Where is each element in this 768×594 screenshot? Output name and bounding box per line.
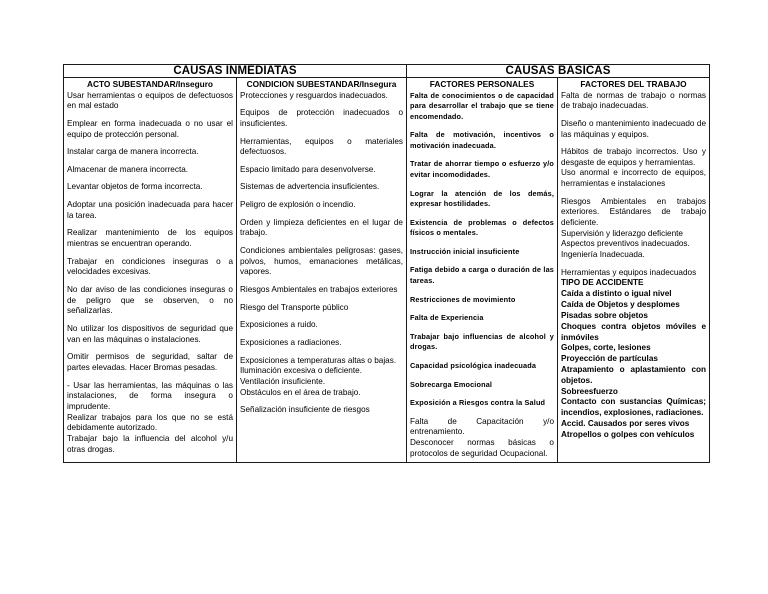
column-header-factores-personales: FACTORES PERSONALES — [429, 79, 535, 89]
list-item: Existencia de problemas o defectos físicos o mentales. — [410, 217, 554, 238]
list-item: Exposiciones a radiaciones. — [240, 338, 342, 348]
list-item: Condiciones ambientales peligrosas: gases, polvos, humos, emanaciones metálicas, vapores. — [240, 246, 403, 277]
list-item: Iluminación excesiva o deficiente. — [240, 366, 362, 376]
list-item: Desconocer normas básicas o protocolos de seguridad Ocupacional. — [410, 437, 554, 458]
list-item: Pisadas sobre objetos — [561, 310, 648, 320]
list-item: Sobreesfuerzo — [561, 386, 618, 396]
list-item: Instrucción inicial insuficiente — [410, 246, 520, 256]
list-item: Fatiga debido a carga o duración de las tareas. — [410, 265, 554, 286]
list-item: Omitir permisos de seguridad, saltar de partes elevadas. Hacer Bromas pesadas. — [67, 352, 233, 372]
list-item: Caída a distinto o igual nivel — [561, 289, 672, 299]
list-item: Golpes, corte, lesiones — [561, 343, 651, 353]
list-item: Tratar de ahorrar tiempo o esfuerzo y/o evitar incomodidades. — [410, 159, 554, 179]
list-item: Realizar trabajos para los que no se está debidamente autorizado. — [67, 412, 233, 433]
list-item: Falta de conocimientos o de capacidad para desarrollar el trabajo que se tiene encomendado. — [410, 90, 554, 121]
list-item: Señalización insuficiente de riesgos — [240, 405, 370, 415]
table-group-header-row — [64, 65, 710, 78]
list-item: Almacenar de manera incorrecta. — [67, 164, 189, 174]
group-header-causas-inmediatas: CAUSAS INMEDIATAS — [64, 65, 407, 78]
list-item: Trabajar bajo influencias de alcohol y drogas. — [410, 331, 554, 352]
column-header-factores-del-trabajo: FACTORES DEL TRABAJO — [580, 79, 687, 89]
list-item: Falta de Capacitación y/o entrenamiento. — [410, 416, 554, 437]
list-item: Emplear en forma inadecuada o no usar el equipo de protección personal. — [67, 118, 233, 139]
list-item: Espacio limitado para desenvolverse. — [240, 164, 376, 174]
list-item: Falta de motivación, incentivos o motivación inadecuada. — [410, 130, 554, 150]
list-item: Proyección de partículas — [561, 354, 658, 364]
column-factores-personales — [407, 78, 558, 463]
list-item: Contacto con sustancias Químicas; incendios, explosiones, radiaciones. — [561, 397, 707, 418]
list-item: Obstáculos en el área de trabajo. — [240, 387, 361, 397]
list-item: Ventilación insuficiente. — [240, 377, 326, 386]
list-item: Riesgos Ambientales en trabajos exteriores — [240, 285, 398, 295]
list-item: Sistemas de advertencia insuficientes. — [240, 182, 380, 192]
list-item: Atrapamiento o aplastamiento con objetos. — [561, 365, 707, 385]
factores-del-trabajo-list — [558, 91, 709, 444]
list-item: Lograr la atención de los demás, expresar hostilidades. — [410, 188, 554, 209]
column-factores-del-trabajo — [558, 78, 710, 463]
list-item: Exposición a Riesgos contra la Salud — [410, 398, 546, 408]
list-item: Exposiciones a ruido. — [240, 320, 318, 330]
list-item: Herramientas y equipos inadecuados — [561, 267, 697, 277]
list-item: Equipos de protección inadecuados o insuficientes. — [240, 108, 403, 128]
list-item: Instalar carga de manera incorrecta. — [67, 147, 199, 157]
list-item: Riesgo del Transporte público — [240, 302, 349, 312]
list-item: - Usar las herramientas, las máquinas o las instalaciones, de forma insegura o imprudente. — [67, 380, 233, 411]
list-item: Capacidad psicológica inadecuada — [410, 360, 537, 370]
table-body-row — [64, 78, 710, 463]
list-item: Trabajar en condiciones inseguras o a velocidades excesivas. — [67, 256, 233, 277]
list-item: Falta de Experiencia — [410, 313, 484, 323]
column-header-condicion-subestandar: CONDICION SUBESTANDAR/Insegura — [246, 79, 397, 89]
list-item: Choques contra objetos móviles e inmóviles — [561, 321, 707, 342]
tipo-de-accidente-heading: TIPO DE ACCIDENTE — [561, 278, 644, 288]
causas-accidentes-table — [63, 64, 710, 463]
list-item: Orden y limpieza deficientes en el lugar de trabajo. — [240, 217, 403, 238]
list-item: Usar herramientas o equipos de defectuosos en mal estado — [67, 90, 233, 111]
list-item: Levantar objetos de forma incorrecta. — [67, 182, 203, 192]
list-item: Uso anormal e incorrecto de equipos, herramientas e instalaciones — [561, 168, 707, 189]
list-item: Caída de Objetos y desplomes — [561, 300, 680, 310]
column-header-acto-subestandar: ACTO SUBESTANDAR/Inseguro — [87, 79, 213, 89]
list-item: Accid. Causados por seres vivos — [561, 419, 690, 429]
list-item: Aspectos preventivos inadecuados. — [561, 239, 690, 249]
list-item: Supervisión y liderazgo deficiente — [561, 228, 683, 238]
column-condicion-subestandar — [237, 78, 407, 463]
list-item: Trabajar bajo la influencia del alcohol y/u otras drogas. — [67, 433, 233, 454]
list-item: Exposiciones a temperaturas altas o bajas. — [240, 355, 397, 365]
list-item: No dar aviso de las condiciones inseguras o de peligro que se observen, o no señalizarlas. — [67, 285, 233, 316]
column-acto-subestandar — [64, 78, 237, 463]
list-item: Peligro de explosión o incendio. — [240, 200, 356, 210]
list-item: Diseño o mantenimiento inadecuado de las máquinas y equipos. — [561, 118, 707, 139]
list-item: Sobrecarga Emocional — [410, 379, 493, 389]
list-item: Herramientas, equipos o materiales defectuosos. — [240, 136, 403, 157]
acto-subestandar-list — [64, 91, 236, 459]
list-item: Atropellos o golpes con vehículos — [561, 429, 695, 439]
list-item: Riesgos Ambientales en trabajos exteriores. Estándares de trabajo deficiente. — [561, 196, 707, 228]
list-item: Falta de normas de trabajo o normas de trabajo inadecuadas. — [561, 90, 707, 111]
list-item: Hábitos de trabajo incorrectos. Uso y desgaste de equipos y herramientas. — [561, 147, 707, 167]
group-header-causas-basicas: CAUSAS BASICAS — [407, 65, 710, 78]
list-item: Protecciones y resguardos inadecuados. — [240, 90, 388, 100]
list-item: No utilizar los dispositivos de seguridad que van en las máquinas o instalaciones. — [67, 324, 233, 344]
list-item: Restricciones de movimiento — [410, 294, 516, 304]
factores-personales-list — [407, 91, 557, 463]
list-item: Realizar mantenimiento de los equipos mientras se encuentran operando. — [67, 228, 233, 249]
list-item: Ingeniería Inadecuada. — [561, 250, 645, 260]
list-item: Adoptar una posición inadecuada para hacer la tarea. — [67, 200, 233, 220]
condicion-subestandar-list — [237, 91, 406, 426]
